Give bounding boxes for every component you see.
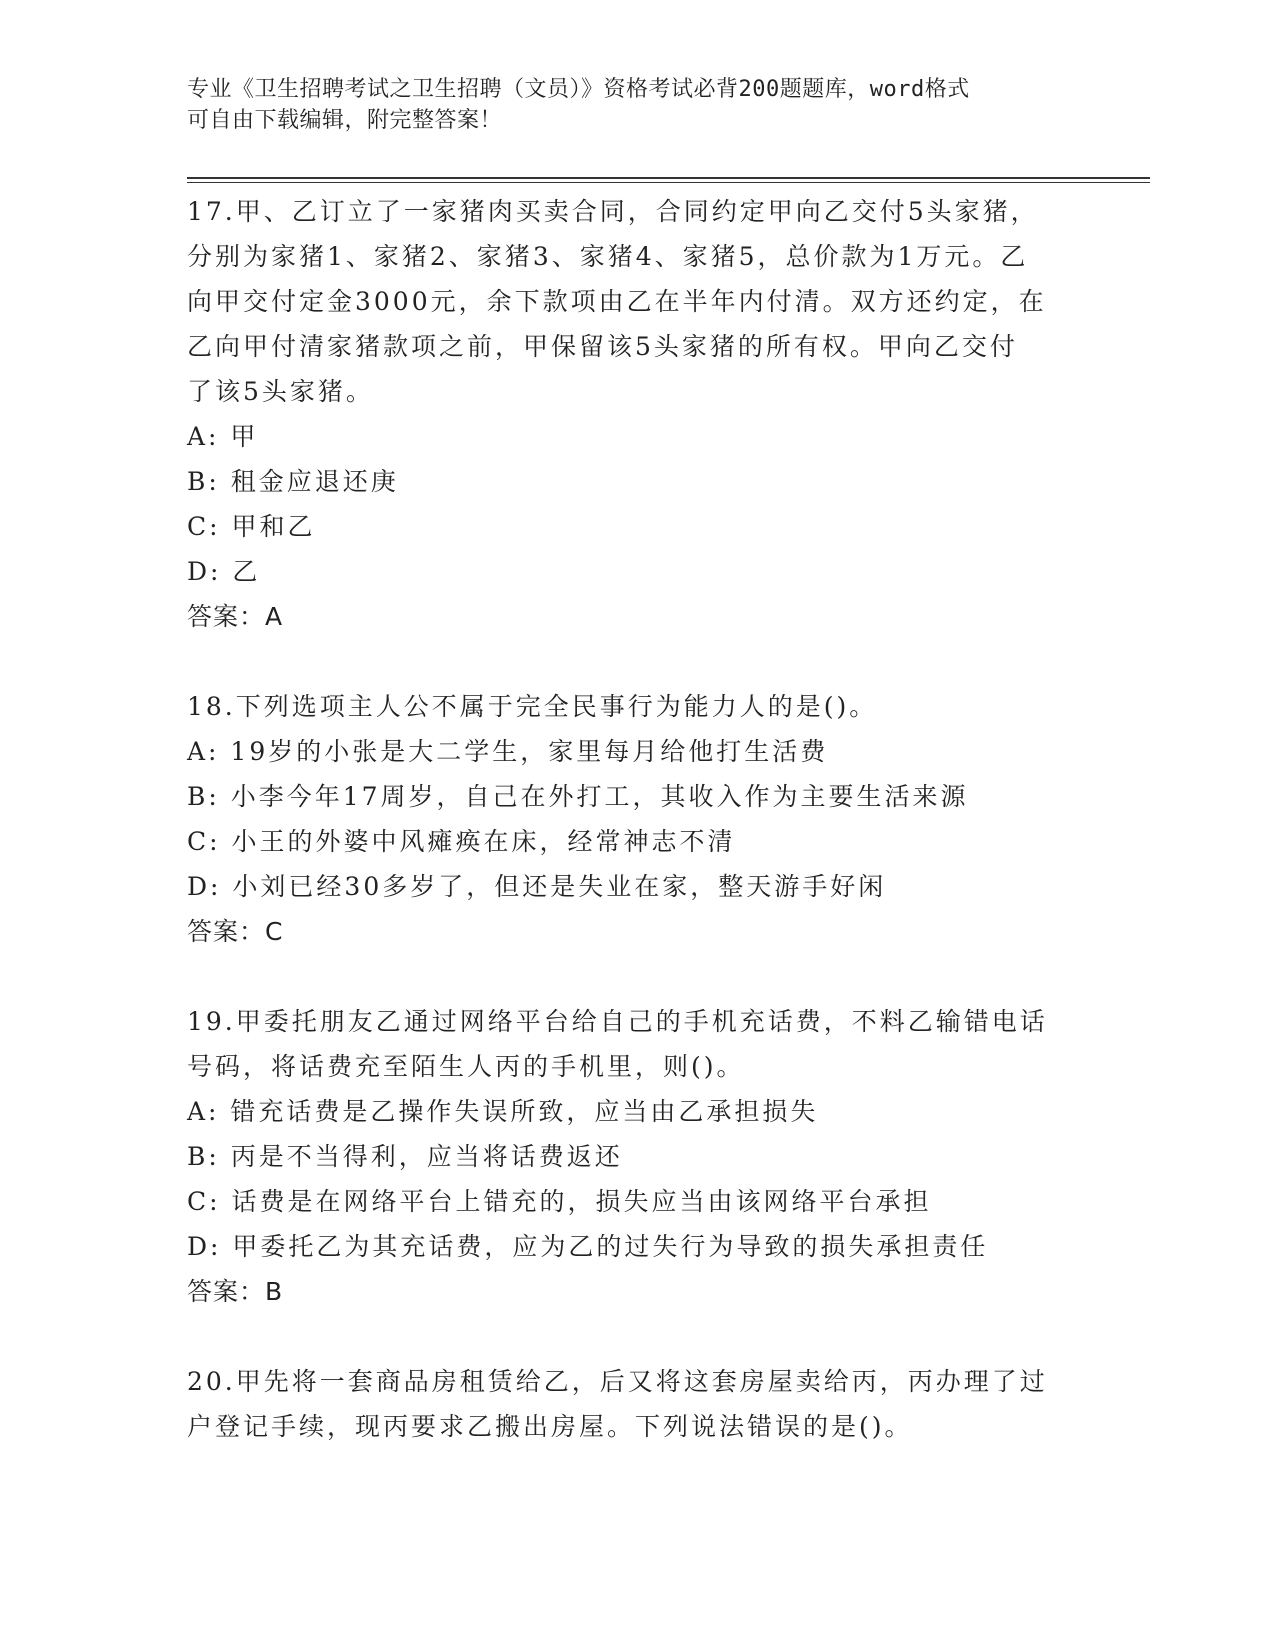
question-text-line: 18.下列选项主人公不属于完全民事行为能力人的是()。 (187, 692, 878, 721)
question-text-line: 号码，将话费充至陌生人丙的手机里，则()。 (187, 1052, 745, 1081)
answer-line: 答案：B (187, 1277, 284, 1306)
option-a: A: 甲 (187, 422, 259, 451)
option-d: D: 甲委托乙为其充话费，应为乙的过失行为导致的损失承担责任 (187, 1232, 989, 1261)
question-text-line: 乙向甲付清家猪款项之前，甲保留该5头家猪的所有权。甲向乙交付 (187, 332, 1018, 361)
option-b: B: 小李今年17周岁，自己在外打工，其收入作为主要生活来源 (187, 782, 969, 811)
question-text-line: 向甲交付定金3000元，余下款项由乙在半年内付清。双方还约定，在 (187, 287, 1047, 316)
question-list (187, 189, 1087, 1494)
question-text-line: 户登记手续，现丙要求乙搬出房屋。下列说法错误的是()。 (187, 1412, 913, 1441)
answer-line: 答案：C (187, 917, 284, 946)
option-a: A: 19岁的小张是大二学生，家里每月给他打生活费 (187, 737, 829, 766)
option-d: D: 乙 (187, 557, 261, 586)
option-d: D: 小刘已经30多岁了，但还是失业在家，整天游手好闲 (187, 872, 887, 901)
header-divider-thin (187, 182, 1150, 183)
answer-line: 答案：A (187, 602, 284, 631)
option-c: C: 小王的外婆中风瘫痪在床，经常神志不清 (187, 827, 736, 856)
question-19 (187, 999, 1087, 1314)
header-line: 专业《卫生招聘考试之卫生招聘（文员）》资格考试必背200题题库，word格式 (187, 77, 970, 102)
question-text-line: 了该5头家猪。 (187, 377, 374, 406)
question-text-line: 分别为家猪1、家猪2、家猪3、家猪4、家猪5，总价款为1万元。乙 (187, 242, 1029, 271)
question-text-line: 20.甲先将一套商品房租赁给乙，后又将这套房屋卖给丙，丙办理了过 (187, 1367, 1048, 1396)
question-text-line: 19.甲委托朋友乙通过网络平台给自己的手机充话费，不料乙输错电话 (187, 1007, 1048, 1036)
document-header (187, 74, 1087, 136)
option-a: A: 错充话费是乙操作失误所致，应当由乙承担损失 (187, 1097, 819, 1126)
question-17 (187, 189, 1087, 639)
option-b: B: 丙是不当得利，应当将话费返还 (187, 1142, 623, 1171)
question-18 (187, 684, 1087, 954)
header-divider (187, 177, 1150, 179)
question-20 (187, 1359, 1087, 1449)
question-text-line: 17.甲、乙订立了一家猪肉买卖合同，合同约定甲向乙交付5头家猪， (187, 197, 1039, 226)
option-c: C: 甲和乙 (187, 512, 316, 541)
header-line: 可自由下载编辑，附完整答案！ (187, 108, 503, 133)
option-c: C: 话费是在网络平台上错充的，损失应当由该网络平台承担 (187, 1187, 932, 1216)
option-b: B: 租金应退还庚 (187, 467, 399, 496)
